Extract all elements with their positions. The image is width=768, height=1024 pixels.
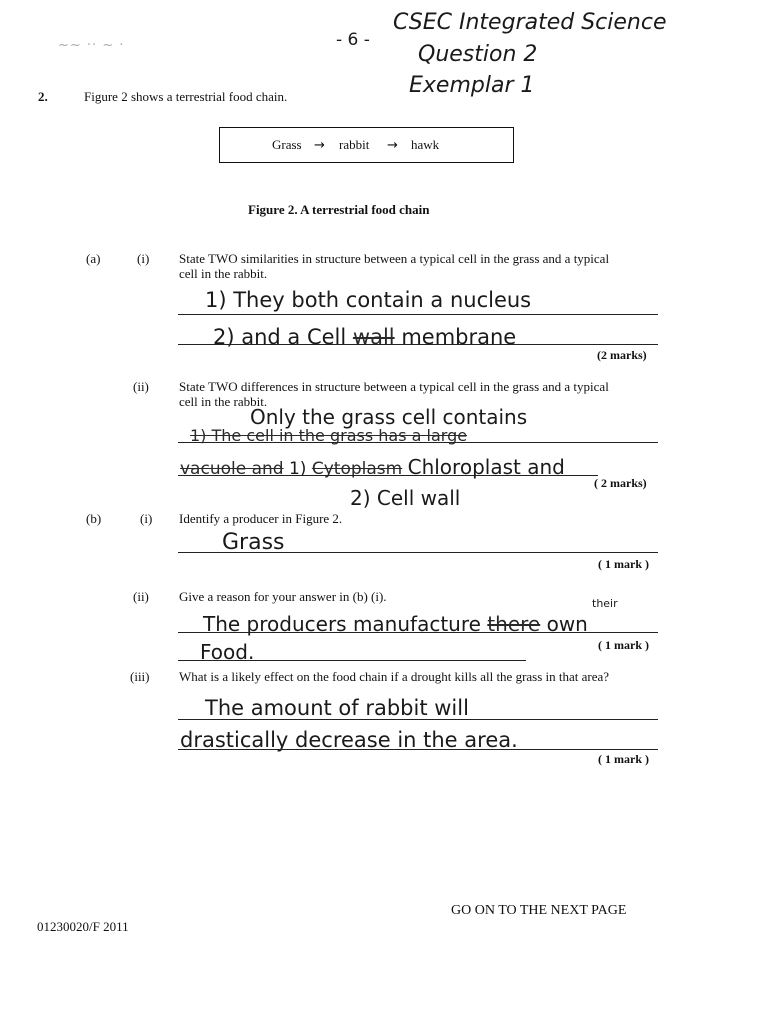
part-b-iii-label: (iii): [130, 669, 150, 684]
answer-b-i: Grass: [222, 530, 285, 555]
answer-a-ii-part3: Chloroplast and: [407, 455, 565, 479]
footer-next-page: GO ON TO THE NEXT PAGE: [451, 903, 627, 918]
answer-line: [178, 719, 658, 720]
answer-line: [178, 442, 658, 443]
marks-b-ii: ( 1 mark ): [598, 638, 649, 652]
answer-b-ii-start: The producers manufacture: [203, 612, 481, 636]
answer-a-i-2-struck: wall: [352, 325, 395, 349]
answer-b-ii-end: own: [546, 612, 588, 636]
part-a-i-prompt-line1: State TWO similarities in structure between a typical cell in the grass and a typical: [179, 251, 610, 266]
answer-a-i-2: [213, 325, 516, 349]
question-number: 2.: [38, 89, 48, 104]
question-intro: Figure 2 shows a terrestrial food chain.: [84, 89, 288, 104]
answer-line: [178, 344, 658, 345]
arrow-icon: →: [314, 138, 325, 153]
part-a-ii-prompt-line1: State TWO differences in structure between a typical cell in the grass and a typical: [179, 379, 609, 394]
answer-line: [178, 749, 658, 750]
answer-a-ii-struck-2: vacuole and: [180, 459, 284, 479]
answer-b-iii-line2: drastically decrease in the area.: [180, 728, 518, 752]
answer-a-ii-insert: Only the grass cell contains: [250, 405, 528, 429]
answer-line: [178, 314, 658, 315]
answer-line: [178, 660, 526, 661]
answer-line: [178, 475, 598, 476]
part-b-i-prompt: Identify a producer in Figure 2.: [179, 511, 343, 526]
food-chain-item-rabbit: rabbit: [339, 137, 370, 152]
page-number: - 6 -: [336, 30, 370, 50]
answer-b-ii-struck: there: [487, 612, 541, 636]
part-a-ii-label: (ii): [133, 379, 149, 394]
part-a-i-prompt-line2: cell in the rabbit.: [179, 266, 268, 281]
answer-line: [178, 632, 658, 633]
answer-b-iii-line1: The amount of rabbit will: [205, 696, 469, 720]
marks-b-iii: ( 1 mark ): [598, 752, 649, 766]
marks-a-i: (2 marks): [597, 348, 647, 362]
arrow-icon: →: [387, 138, 398, 153]
handwritten-title-line2: Question 2: [418, 42, 538, 67]
part-b-ii-label: (ii): [133, 589, 149, 604]
part-a-i-label: (i): [137, 251, 150, 266]
marks-a-ii: ( 2 marks): [594, 476, 647, 490]
part-b-label: (b): [86, 511, 102, 526]
food-chain-figure: [219, 127, 514, 163]
handwritten-title-line3: Exemplar 1: [409, 73, 535, 98]
answer-a-ii-struck-1: 1) The cell in the grass has a large: [190, 426, 468, 445]
footer-code: 01230020/F 2011: [37, 919, 129, 934]
answer-a-i-1: 1) They both contain a nucleus: [205, 288, 532, 312]
answer-a-ii-part4: 2) Cell wall: [350, 486, 461, 510]
part-a-ii-prompt-line2: cell in the rabbit.: [179, 394, 268, 409]
answer-a-i-2-end: membrane: [401, 325, 517, 349]
handwritten-title-line1: CSEC Integrated Science: [393, 10, 667, 35]
answer-b-ii-insert: their: [592, 597, 618, 610]
answer-b-ii-line2: Food.: [200, 640, 255, 664]
answer-a-ii-part2: 1): [288, 459, 307, 479]
marks-b-i: ( 1 mark ): [598, 557, 649, 571]
answer-line: [178, 552, 658, 553]
answer-a-i-2-start: 2) and a Cell: [213, 325, 347, 349]
part-b-iii-prompt: What is a likely effect on the food chain if a drought kills all the grass in that area?: [179, 669, 610, 684]
part-a-label: (a): [86, 251, 101, 266]
food-chain-item-grass: Grass: [272, 137, 302, 152]
figure-caption: Figure 2. A terrestrial food chain: [248, 202, 430, 217]
part-b-ii-prompt: Give a reason for your answer in (b) (i).: [179, 589, 387, 604]
food-chain-item-hawk: hawk: [411, 137, 440, 152]
part-b-i-label: (i): [140, 511, 153, 526]
answer-a-ii-struck-3: Cytoplasm: [311, 459, 403, 479]
scan-artifact: ~~ ·· ~ ·: [58, 38, 125, 53]
